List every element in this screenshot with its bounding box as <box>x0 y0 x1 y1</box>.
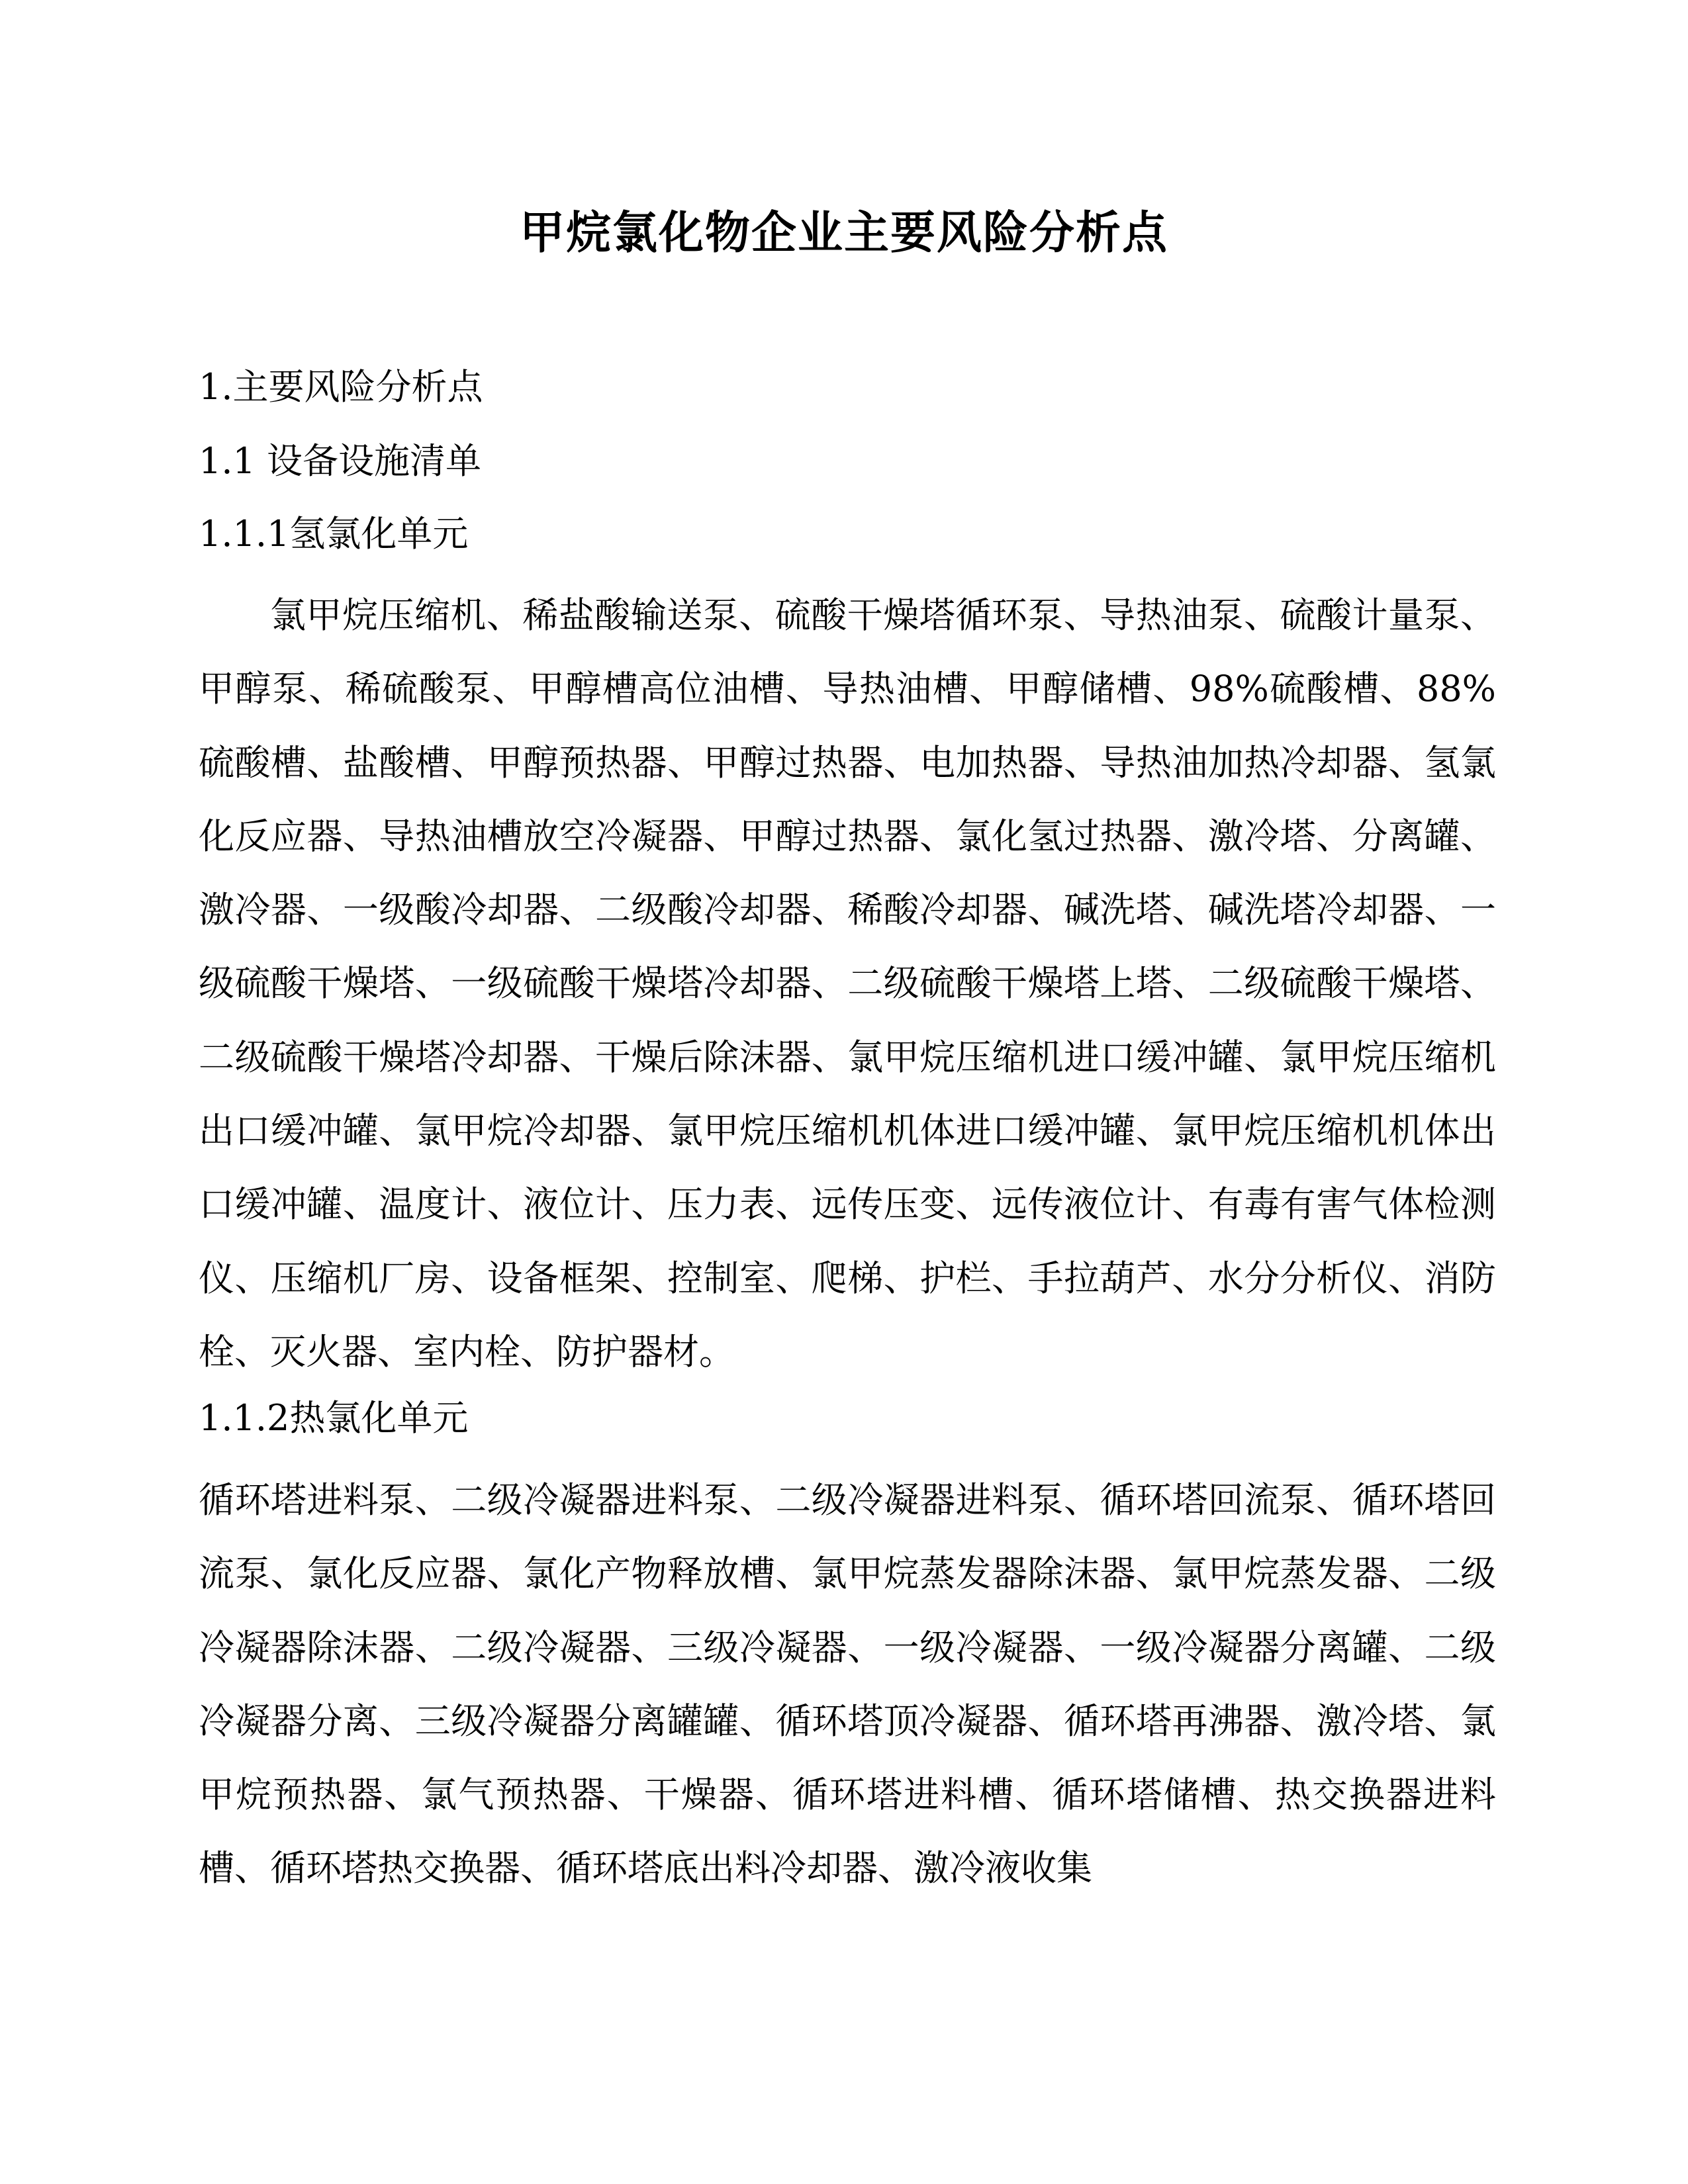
document-title: 甲烷氯化物企业主要风险分析点 <box>519 206 1168 259</box>
equipment-list-thermal-chlorination: 循环塔进料泵、二级冷凝器进料泵、二级冷凝器进料泵、循环塔回流泵、循环塔回流泵、氯化反应器、氯化产物释放槽、氯甲烷蒸发器除沫器、氯甲烷蒸发器、二级冷凝器除沫器、二级冷凝器、三级冷凝器、一级冷凝器、一级冷凝器分离罐、二级冷凝器分离、三级冷凝器分离罐罐、循环塔顶冷凝器、循环塔再沸器、激冷塔、氯甲烷预热器、氯气预热器、干燥器、循环塔进料槽、循环塔储槽、热交换器进料槽、循环塔热交换器、循环塔底出料冷却器、激冷液收集 <box>199 1479 1496 1889</box>
section-heading-1: 1.主要风险分析点 <box>199 366 483 408</box>
section-heading-1-1-1: 1.1.1氢氯化单元 <box>199 513 469 555</box>
section-heading-1-1: 1.1 设备设施清单 <box>199 440 482 482</box>
section-heading-1-1-2: 1.1.2热氯化单元 <box>199 1397 469 1439</box>
equipment-list-hydrochlorination: 氯甲烷压缩机、稀盐酸输送泵、硫酸干燥塔循环泵、导热油泵、硫酸计量泵、甲醇泵、稀硫酸泵、甲醇槽高位油槽、导热油槽、甲醇储槽、98%硫酸槽、88%硫酸槽、盐酸槽、甲醇预热器、甲醇过热器、电加热器、导热油加热冷却器、氢氯化反应器、导热油槽放空冷凝器、甲醇过热器、氯化氢过热器、激冷塔、分离罐、激冷器、一级酸冷却器、二级酸冷却器、稀酸冷却器、碱洗塔、碱洗塔冷却器、一级硫酸干燥塔、一级硫酸干燥塔冷却器、二级硫酸干燥塔上塔、二级硫酸干燥塔、二级硫酸干燥塔冷却器、干燥后除沫器、氯甲烷压缩机进口缓冲罐、氯甲烷压缩机出口缓冲罐、氯甲烷冷却器、氯甲烷压缩机机体进口缓冲罐、氯甲烷压缩机机体出口缓冲罐、温度计、液位计、压力表、远传压变、远传液位计、有毒有害气体检测仪、压缩机厂房、设备框架、控制室、爬梯、护栏、手拉葫芦、水分分析仪、消防栓、灭火器、室内栓、防护器材。 <box>199 594 1496 1373</box>
